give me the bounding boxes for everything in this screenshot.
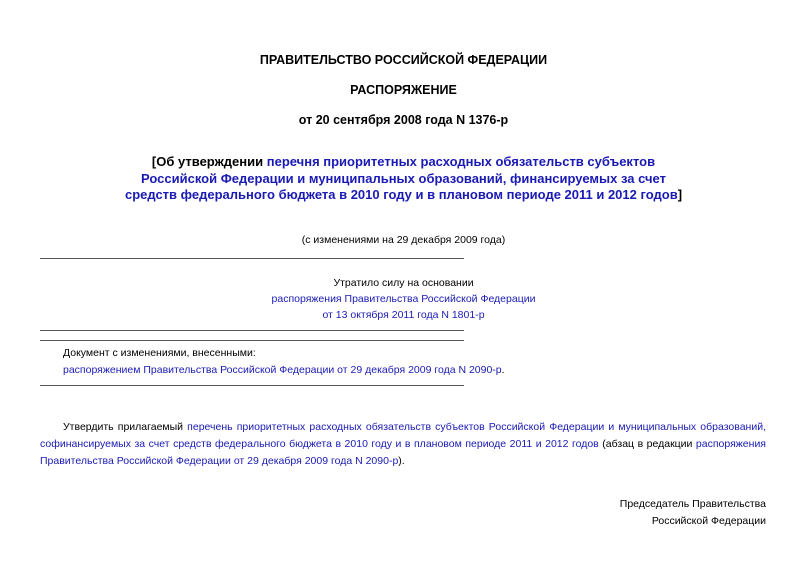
document-changes-label: Документ с изменениями, внесенными: (63, 347, 256, 359)
title-bracket-close: ] (677, 187, 683, 202)
body-paragraph (40, 419, 766, 470)
document-title (120, 154, 687, 204)
body-middle: (абзац в редакции (598, 438, 696, 450)
document-type-heading: РАСПОРЯЖЕНИЕ (350, 83, 457, 97)
signature-block (620, 496, 766, 530)
body-list-link[interactable]: перечень приоритетных расходных обязательств субъектов Российской Федерации и муниципальных образований, софинансируемых за счет средств федерального бюджета в 2010 году и в плановом периоде 2011 и 2012 годов (40, 421, 766, 450)
lost-force-notice (0, 275, 807, 323)
body-start: Утвердить прилагаемый (63, 421, 188, 433)
divider (40, 385, 464, 386)
document-date-number: от 20 сентября 2008 года N 1376-р (298, 113, 509, 127)
lost-force-link-line1[interactable]: распоряжения Правительства Российской Федерации (271, 293, 536, 305)
title-bracket-open: [ (151, 154, 157, 169)
government-heading: ПРАВИТЕЛЬСТВО РОССИЙСКОЙ ФЕДЕРАЦИИ (259, 53, 548, 67)
lost-force-link-line2[interactable]: от 13 октября 2011 года N 1801-р (322, 309, 485, 321)
lost-force-label: Утратило силу на основании (333, 277, 474, 289)
title-prefix: Об утверждении (156, 154, 267, 169)
divider (40, 330, 464, 331)
document-changes-link[interactable]: распоряжением Правительства Российской Федерации от 29 декабря 2009 года N 2090-р (63, 364, 502, 376)
signature-line2: Российской Федерации (651, 515, 766, 527)
body-end: ). (398, 455, 405, 467)
document-changes-suffix: . (501, 364, 505, 376)
divider (40, 258, 464, 259)
body-amendment-link[interactable]: распоряжения Правительства Российской Федерации от 29 декабря 2009 года N 2090-р (40, 438, 766, 467)
changes-note: (с изменениями на 29 декабря 2009 года) (301, 234, 506, 246)
document-changes-block (63, 345, 505, 379)
divider (40, 340, 464, 341)
signature-line1: Председатель Правительства (619, 498, 766, 510)
title-link[interactable]: перечня приоритетных расходных обязательств субъектов Российской Федерации и муниципальных образований, финансируемых за счет средств федерального бюджета в 2010 году и в плановом периоде 2011 и 2012 годов (124, 154, 678, 202)
